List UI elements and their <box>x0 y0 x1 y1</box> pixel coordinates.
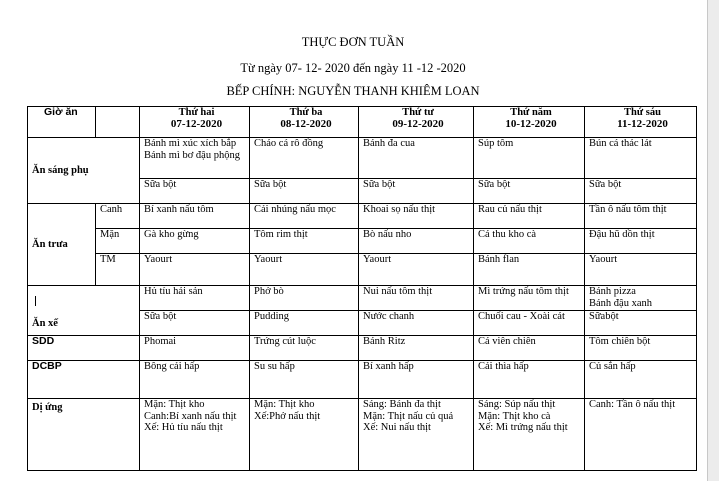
dish: Bánh đa cua <box>363 138 415 149</box>
dish: Sáng: Bánh đa thịt <box>363 399 441 410</box>
menu-cell <box>250 286 359 311</box>
text-cursor <box>35 296 36 306</box>
allergy-row <box>28 399 697 471</box>
menu-cell <box>140 286 250 311</box>
menu-cell: Yaourt <box>359 254 474 286</box>
sdd-row <box>28 336 697 361</box>
menu-cell: Trứng cút luộc <box>250 336 359 361</box>
menu-cell <box>585 138 697 179</box>
day-name: Thứ tư <box>402 107 434 118</box>
menu-cell: Sữa bột <box>140 179 250 204</box>
dcbp-label: DCBP <box>28 361 140 399</box>
menu-cell: Sữa bột <box>140 311 250 336</box>
dish: Cháo cá rô đồng <box>254 138 324 149</box>
menu-cell: Bò nấu nho <box>359 229 474 254</box>
menu-cell: Sữa bột <box>250 179 359 204</box>
day-date: 10-12-2020 <box>505 117 557 130</box>
day-header <box>585 107 697 138</box>
menu-cell: Rau củ nấu thịt <box>474 204 585 229</box>
menu-cell <box>359 286 474 311</box>
dish: Xế: Hủ tíu nấu thịt <box>144 422 223 433</box>
menu-cell: Cá thu kho cà <box>474 229 585 254</box>
menu-cell <box>250 138 359 179</box>
day-header <box>250 107 359 138</box>
day-name: Thứ hai <box>178 107 215 118</box>
tm-label: TM <box>96 254 140 286</box>
dish: Xế:Phở nấu thịt <box>254 410 321 422</box>
scrollbar-strip[interactable] <box>707 0 719 481</box>
canh-label: Canh <box>96 204 140 229</box>
lunch-label: Ăn trưa <box>28 204 96 286</box>
menu-cell: Khoai sọ nấu thịt <box>359 204 474 229</box>
menu-cell: Nước chanh <box>359 311 474 336</box>
dish: Mặn: Thịt kho cà <box>478 410 551 422</box>
menu-cell: Tần ô nấu tôm thịt <box>585 204 697 229</box>
breakfast-label-text: Ăn sáng phụ <box>32 164 89 176</box>
dish: Mì trứng nấu tôm thịt <box>478 286 569 297</box>
day-date: 07-12-2020 <box>170 117 223 130</box>
menu-cell: Cải nhúng nấu mọc <box>250 204 359 229</box>
dcbp-row <box>28 361 697 399</box>
menu-cell: Sữa bột <box>585 179 697 204</box>
menu-cell <box>359 399 474 471</box>
menu-cell: Sữa bột <box>359 179 474 204</box>
menu-cell <box>474 399 585 471</box>
menu-cell: Cải thìa hấp <box>474 361 585 399</box>
menu-cell <box>585 399 697 471</box>
menu-cell: Bí xanh hấp <box>359 361 474 399</box>
menu-cell <box>585 286 697 311</box>
menu-cell: Bí xanh nấu tôm <box>140 204 250 229</box>
dish: Sáng: Súp nấu thịt <box>478 399 556 410</box>
menu-title: THỰC ĐƠN TUẦN <box>301 35 405 49</box>
head-chef: BẾP CHÍNH: NGUYỄN THANH KHIÊM LOAN <box>226 84 480 98</box>
allergy-label: Dị ứng <box>28 399 140 471</box>
menu-cell: Bánh flan <box>474 254 585 286</box>
dish: Nui nấu tôm thịt <box>363 286 433 297</box>
menu-cell <box>250 399 359 471</box>
menu-cell: Chuối cau - Xoài cát <box>474 311 585 336</box>
day-date: 11-12-2020 <box>617 117 668 130</box>
dish: Bún cá thác lát <box>589 138 652 149</box>
menu-cell <box>474 138 585 179</box>
day-date: 09-12-2020 <box>392 117 444 130</box>
dish: Bánh mì xúc xích bắp <box>144 138 237 149</box>
menu-cell: Pudding <box>250 311 359 336</box>
man-label: Mặn <box>96 229 140 254</box>
menu-cell: Đậu hũ dồn thịt <box>585 229 697 254</box>
page-border <box>0 0 708 8</box>
menu-cell: Sữabột <box>585 311 697 336</box>
dish: Hủ tíu hải sản <box>144 286 203 297</box>
menu-cell: Cá viên chiên <box>474 336 585 361</box>
menu-cell: Bánh Ritz <box>359 336 474 361</box>
sdd-label: SDD <box>28 336 140 361</box>
dish: Phở bò <box>254 286 284 297</box>
dish: Bánh pizza <box>589 286 636 297</box>
dish: Xế: Nui nấu thịt <box>363 422 431 433</box>
menu-cell <box>474 286 585 311</box>
dish: Bánh mì bơ đậu phộng <box>144 149 240 161</box>
dish: Mặn: Thịt kho <box>254 399 315 410</box>
menu-cell <box>140 399 250 471</box>
lunch-tm-row <box>28 254 697 286</box>
dish: Mặn: Thịt kho <box>144 399 205 410</box>
breakfast-label <box>28 138 140 204</box>
dish: Mặn: Thịt nấu củ quả <box>363 410 454 422</box>
menu-cell: Tôm chiên bột <box>585 336 697 361</box>
day-name: Thứ sáu <box>624 107 661 118</box>
dish: Súp tôm <box>478 138 514 149</box>
menu-cell: Phomai <box>140 336 250 361</box>
menu-cell: Bông cải hấp <box>140 361 250 399</box>
weekly-menu-table <box>27 106 697 471</box>
dish: Canh:Bí xanh nấu thịt <box>144 410 237 422</box>
menu-cell: Củ sắn hấp <box>585 361 697 399</box>
menu-cell: Sữa bột <box>474 179 585 204</box>
snack-row-1 <box>28 286 697 311</box>
empty-header-cell <box>96 107 140 138</box>
menu-cell <box>359 138 474 179</box>
day-header <box>359 107 474 138</box>
menu-cell: Yaourt <box>250 254 359 286</box>
dish: Bánh đậu xanh <box>589 297 652 309</box>
day-name: Thứ ba <box>289 107 323 118</box>
day-header <box>474 107 585 138</box>
menu-cell: Su su hấp <box>250 361 359 399</box>
lunch-canh-row <box>28 204 697 229</box>
day-date: 08-12-2020 <box>280 117 332 130</box>
snack-label: Ăn xế <box>28 286 140 336</box>
dish: Xế: Mì trứng nấu thịt <box>478 422 568 433</box>
menu-cell <box>140 138 250 179</box>
lunch-man-row <box>28 229 697 254</box>
day-header <box>140 107 250 138</box>
time-header: Giờ ăn <box>28 107 96 138</box>
header-row <box>28 107 697 138</box>
breakfast-row-1 <box>28 138 697 179</box>
menu-cell: Tôm rim thịt <box>250 229 359 254</box>
day-name: Thứ năm <box>510 107 552 118</box>
menu-cell: Yaourt <box>585 254 697 286</box>
menu-cell: Gà kho gừng <box>140 229 250 254</box>
dish: Canh: Tần ô nấu thịt <box>589 399 676 410</box>
date-range: Từ ngày 07- 12- 2020 đến ngày 11 -12 -2020 <box>240 61 466 75</box>
menu-cell: Yaourt <box>140 254 250 286</box>
